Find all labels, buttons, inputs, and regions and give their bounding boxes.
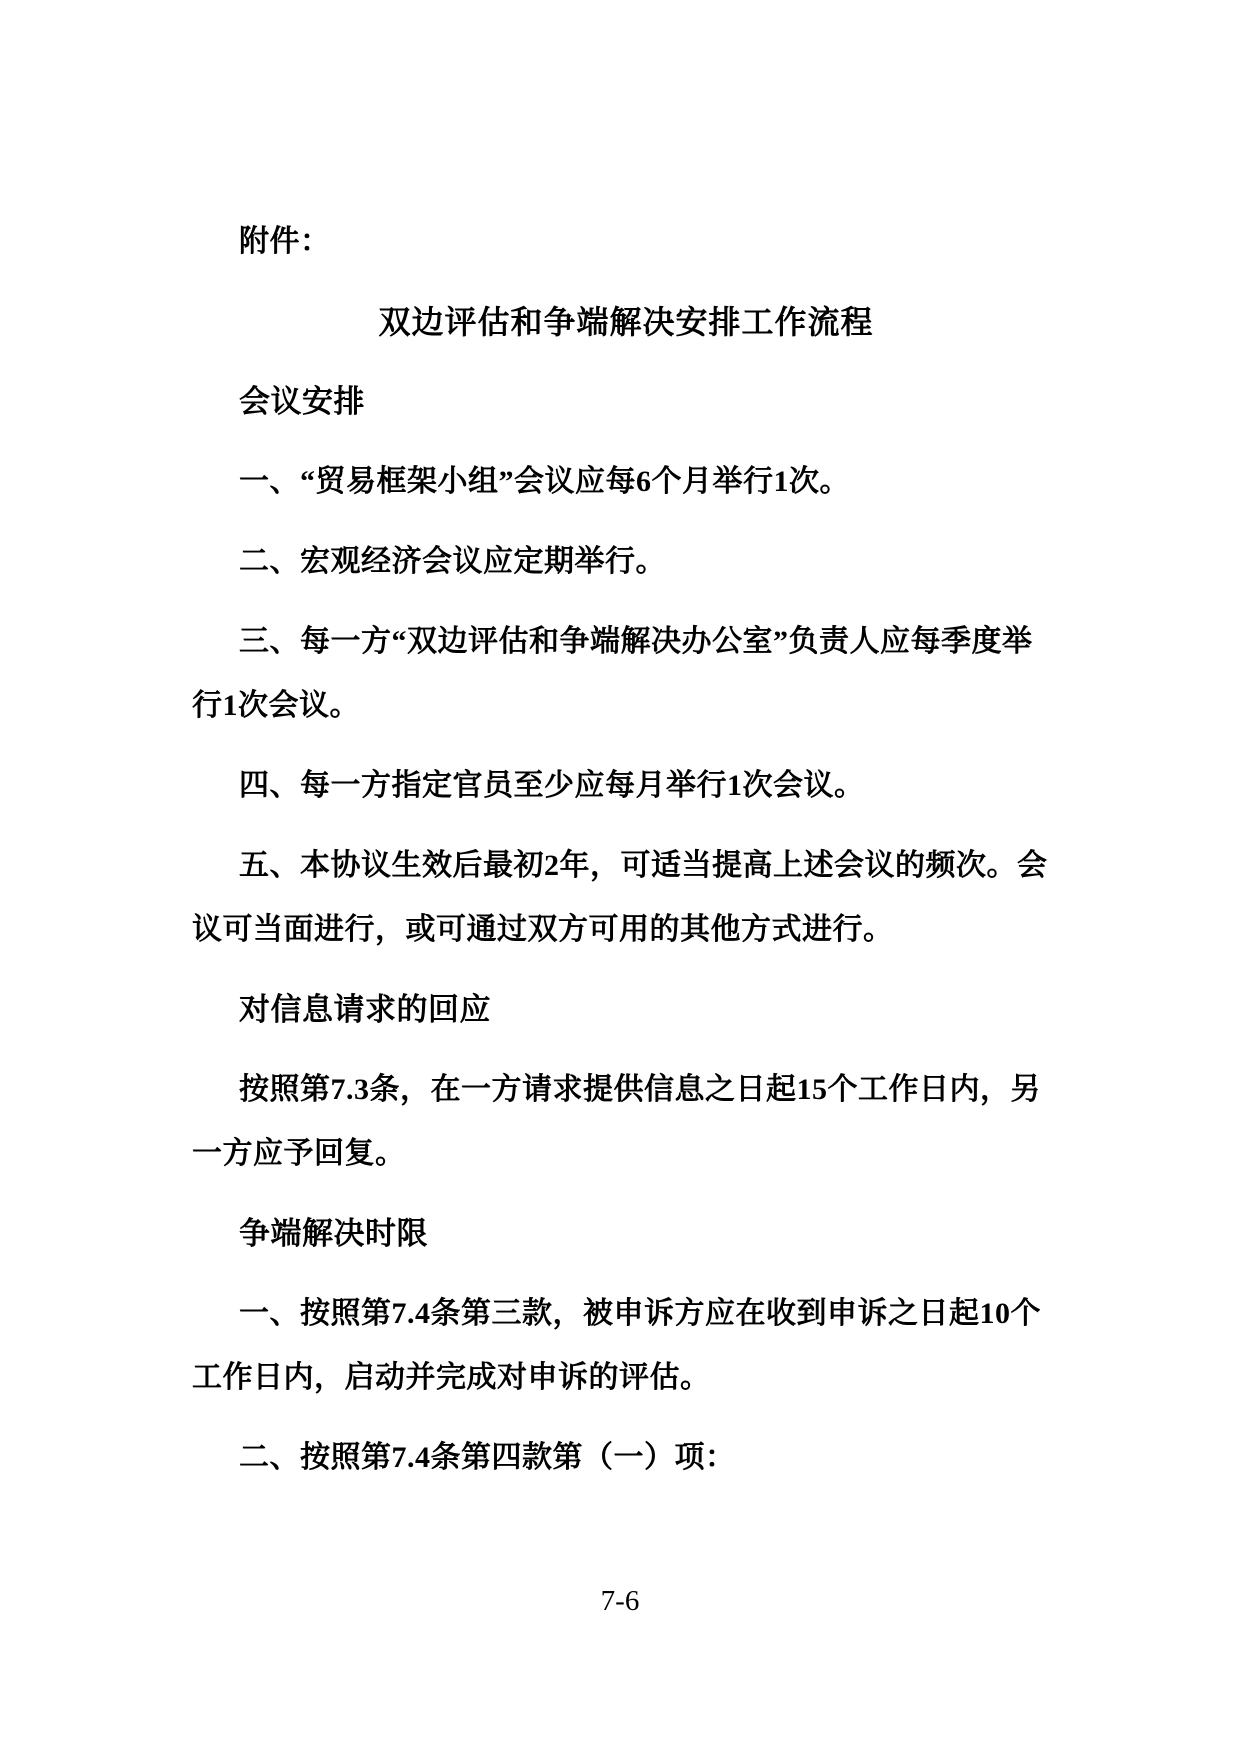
meeting-item-1: 一、“贸易框架小组”会议应每6个月举行1次。 [239,465,850,498]
dispute-item-1: 一、按照第7.4条第三款，被申诉方应在收到申诉之日起10个工作日内，启动并完成对申诉的评估。 [192,1297,1041,1394]
page-number: 7-6 [600,1585,640,1617]
dispute-item-2: 二、按照第7.4条第四款第（一）项： [239,1441,736,1474]
document-title: 双边评估和争端解决安排工作流程 [378,304,874,340]
meeting-item-5: 五、本协议生效后最初2年，可适当提高上述会议的频次。会议可当面进行，或可通过双方可用的其他方式进行。 [192,849,1048,946]
section-heading-dispute-resolution-time-limits: 争端解决时限 [239,1216,428,1251]
meeting-item-2: 二、宏观经济会议应定期举行。 [239,545,666,578]
section-heading-meeting-arrangements: 会议安排 [239,384,365,419]
section-heading-information-request-response: 对信息请求的回应 [239,992,491,1027]
meeting-item-4: 四、每一方指定官员至少应每月举行1次会议。 [239,769,865,802]
information-response-paragraph: 按照第7.3条，在一方请求提供信息之日起15个工作日内，另一方应予回复。 [192,1073,1041,1170]
meeting-item-3: 三、每一方“双边评估和争端解决办公室”负责人应每季度举行1次会议。 [192,625,1033,722]
attachment-label: 附件： [239,225,331,258]
